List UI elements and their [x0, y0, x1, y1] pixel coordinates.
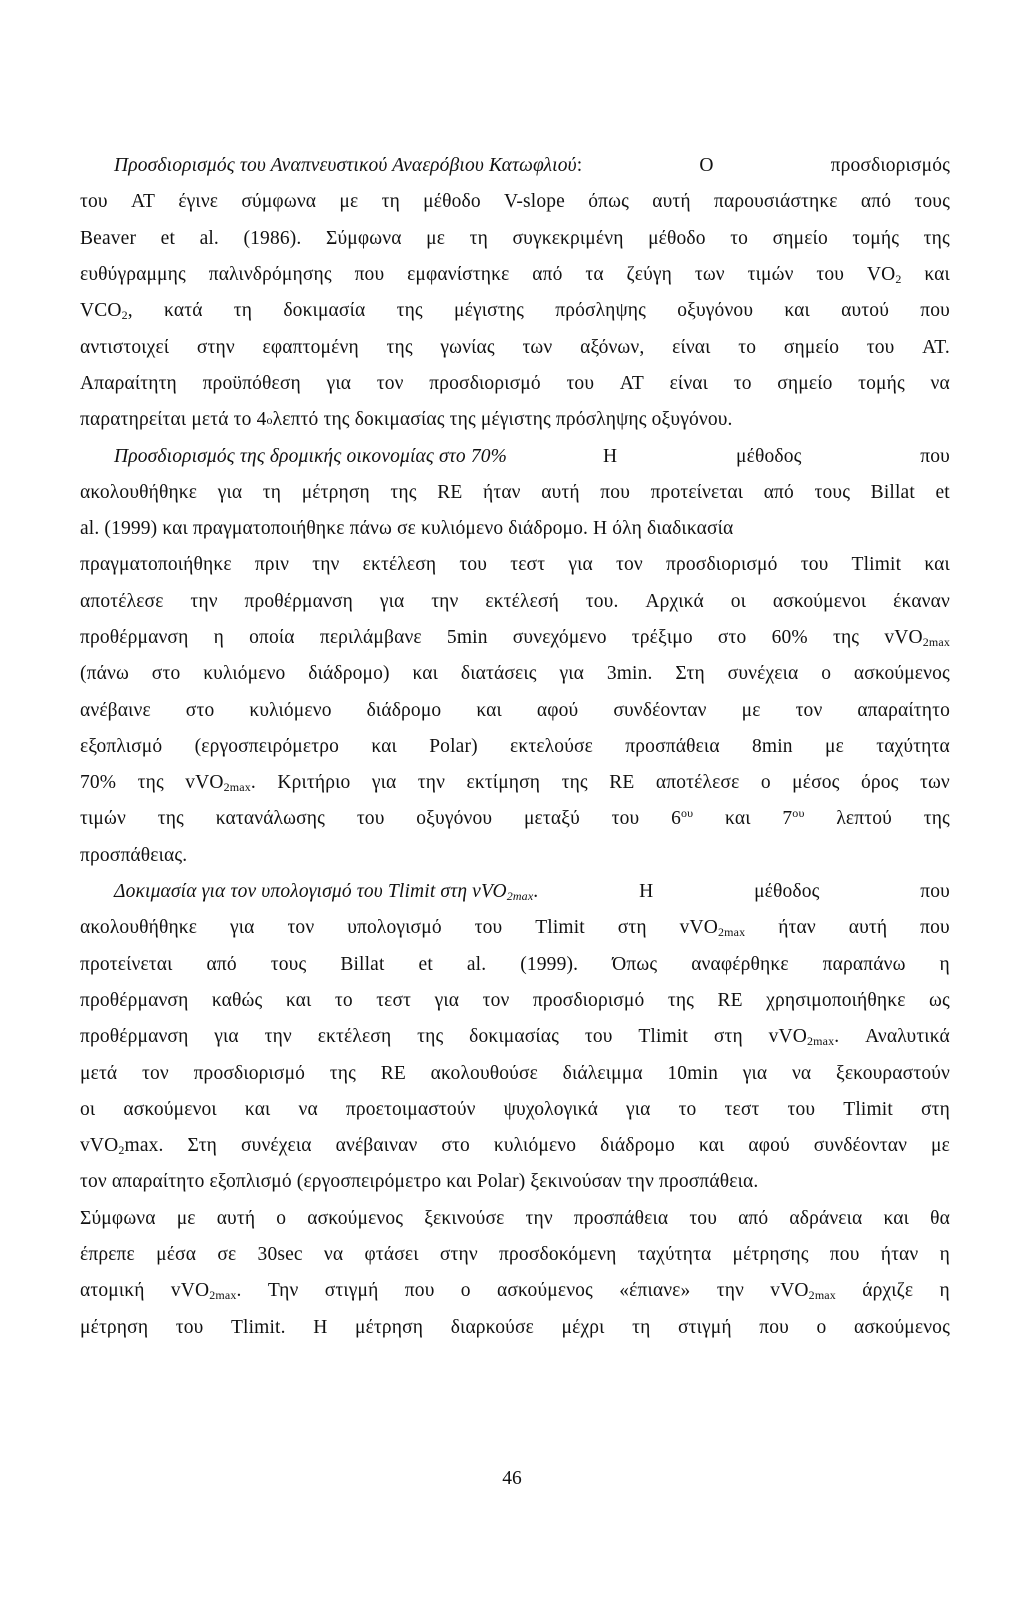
text-line: 70% της vVO$_{2max}$. Κριτήριο για την εκτίμηση της RE αποτέλεσε ο μέσος όρος των — [80, 772, 950, 795]
text-line: Απαραίτητη προϋπόθεση για τον προσδιορισμό του AT είναι το σημείο τομής να — [80, 372, 950, 394]
text-line: ατομική vVO$_{2max}$. Την στιγμή που ο ασκούμενος «έπιανε» την vVO$_{2max}$ άρχιζε η — [80, 1280, 950, 1303]
text-line: Σύμφωνα με αυτή ο ασκούμενος ξεκινούσε την προσπάθεια του από αδράνεια και θα — [80, 1207, 950, 1229]
text-line: τον απαραίτητο εξοπλισμό (εργοσπειρόμετρο και Polar) ξεκινούσαν την προσπάθεια. — [80, 1171, 759, 1193]
text-line: ανέβαινε στο κυλιόμενο διάδρομο και αφού συνδέονταν με τον απαραίτητο — [80, 699, 950, 721]
text-line: προσπάθειας. — [80, 844, 188, 866]
text-line: ακολουθήθηκε για τον υπολογισμό του Tlimit στη vVO$_{2max}$ ήταν αυτή που — [80, 917, 950, 940]
text-line: προθέρμανση η οποία περιλάμβανε 5min συνεχόμενο τρέξιμο στο 60% της vVO$_{2max}$ — [80, 627, 950, 649]
text-line: μετά τον προσδιορισμό της RE ακολουθούσε διάλειμμα 10min για να ξεκουραστούν — [80, 1062, 950, 1084]
text-line: παρατηρείται μετά το 4 ο λεπτό της δοκιμασίας της μέγιστης πρόσληψης οξυγόνου. — [80, 409, 733, 431]
text-line: του AT έγινε σύμφωνα με τη μέθοδο V-slope όπως αυτή παρουσιάστηκε από τους — [80, 191, 950, 213]
text-line: προθέρμανση καθώς και το τεστ για τον προσδιορισμό της RE χρησιμοποιήθηκε ως — [80, 989, 950, 1011]
text-line: πραγματοποιήθηκε πριν την εκτέλεση του τεστ για τον προσδιορισμό του Tlimit και — [80, 554, 950, 576]
text-line: προθέρμανση για την εκτέλεση της δοκιμασίας του Tlimit στη vVO$_{2max}$. Αναλυτικά — [80, 1026, 950, 1049]
page-number: 46 — [502, 1468, 522, 1489]
text-line: Beaver et al. (1986). Σύμφωνα με τη συγκεκριμένη μέθοδο το σημείο τομής της — [80, 227, 950, 249]
text-line: αποτέλεσε την προθέρμανση για την εκτέλεσή του. Αρχικά οι ασκούμενοι έκαναν — [80, 590, 950, 612]
text-line: τιμών της κατανάλωσης του οξυγόνου μεταξύ του $6^{o\upsilon}$ και $7^{o\upsilon}$ λεπτού της — [80, 806, 950, 830]
text-line: οι ασκούμενοι και να προετοιμαστούν ψυχολογικά για το τεστ του Tlimit στη — [80, 1098, 950, 1120]
text-line: $VCO_2$, κατά τη δοκιμασία της μέγιστης πρόσληψης οξυγόνου και αυτού που — [80, 300, 950, 323]
document-body — [80, 148, 950, 1346]
text-line: Προσδιορισμός του Αναπνευστικού Αναερόβιου Κατωφλιού: Ο προσδιορισμός — [114, 155, 950, 177]
text-line: προτείνεται από τους Billat et al. (1999). Όπως αναφέρθηκε παραπάνω η — [80, 953, 950, 975]
text-line: ευθύγραμμης παλινδρόμησης που εμφανίστηκε από τα ζεύγη των τιμών του $VO_2$ και — [80, 264, 950, 287]
text-line: εξοπλισμό (εργοσπειρόμετρο και Polar) εκτελούσε προσπάθεια 8min με ταχύτητα — [80, 735, 950, 757]
text-line: (πάνω στο κυλιόμενο διάδρομο) και διατάσεις για 3min. Στη συνέχεια ο ασκούμενος — [80, 663, 950, 685]
text-line: αντιστοιχεί στην εφαπτομένη της γωνίας των αξόνων, είναι το σημείο του AT. — [80, 336, 950, 358]
text-line: Δοκιμασία για τον υπολογισμό του Tlimit στη vVO$_{2max}$. Η μέθοδος που — [114, 881, 950, 904]
text-line: έπρεπε μέσα σε 30sec να φτάσει στην προσδοκόμενη ταχύτητα μέτρησης που ήταν η — [80, 1244, 950, 1266]
text-line: al. (1999) και πραγματοποιήθηκε πάνω σε κυλιόμενο διάδρομο. Η όλη διαδικασία — [80, 518, 734, 540]
text-line: vVO$_2$max. Στη συνέχεια ανέβαιναν στο κυλιόμενο διάδρομο και αφού συνδέονταν με — [80, 1135, 950, 1158]
text-line: ακολουθήθηκε για τη μέτρηση της RE ήταν αυτή που προτείνεται από τους Billat et — [80, 481, 950, 503]
text-line: μέτρηση του Tlimit. Η μέτρηση διαρκούσε μέχρι τη στιγμή που ο ασκούμενος — [80, 1316, 950, 1338]
text-line: Προσδιορισμός της δρομικής οικονομίας στο 70% Η μέθοδος που — [114, 445, 950, 467]
